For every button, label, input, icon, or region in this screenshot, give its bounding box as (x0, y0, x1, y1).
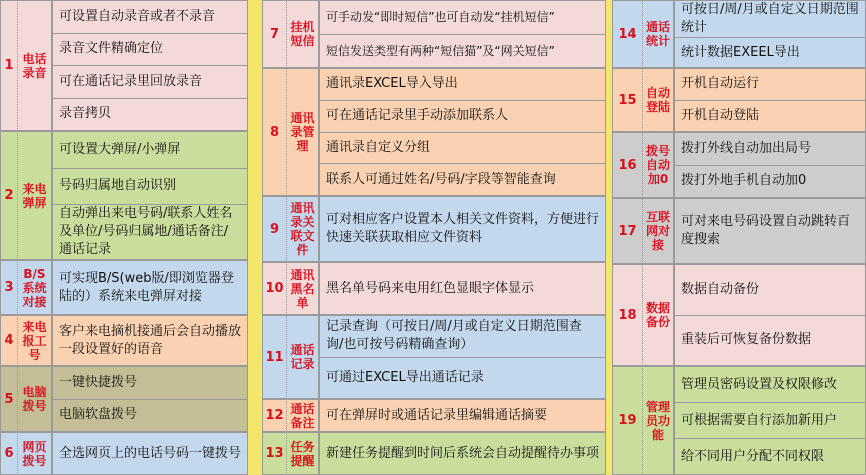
feature-item: 拨打外地手机自动加0 (674, 166, 866, 199)
section-title: 互联网对接 (642, 198, 674, 264)
feature-section-15 (612, 68, 866, 132)
feature-item: 可根据需要自行添加新用户 (674, 403, 866, 439)
feature-section-8 (262, 68, 606, 196)
feature-section-4 (0, 315, 248, 366)
section-number: 1 (0, 0, 17, 131)
feature-item: 联系人可通过姓名/号码/字段等智能查询 (319, 164, 606, 196)
feature-item: 黑名单号码来电用红色显眼字体显示 (319, 262, 606, 315)
section-number: 16 (612, 132, 642, 198)
section-items (319, 0, 606, 68)
feature-item: 数据自动备份 (674, 264, 866, 316)
feature-section-7 (262, 0, 606, 68)
feature-item: 管理员密码设置及权限修改 (674, 366, 866, 403)
section-title: 数据备份 (642, 264, 674, 366)
feature-section-19 (612, 366, 866, 475)
section-items (319, 68, 606, 196)
feature-item: 开机自动登陆 (674, 101, 866, 133)
section-number: 5 (0, 366, 17, 432)
feature-item: 电脑软盘拨号 (52, 400, 248, 433)
feature-item: 客户来电摘机接通后会自动播放一段设置好的语音 (52, 315, 248, 366)
feature-section-5 (0, 366, 248, 432)
section-title: 来电报工号 (17, 315, 52, 366)
section-title: 电脑拨号 (17, 366, 52, 432)
section-title: B/S系统对接 (17, 260, 52, 315)
section-items (52, 432, 248, 475)
section-items (319, 262, 606, 315)
feature-section-17 (612, 198, 866, 264)
section-title: 通话统计 (642, 0, 674, 68)
feature-item: 记录查询（可按日/周/月或自定义日期范围查询/也可按号码精确查询） (319, 315, 606, 358)
feature-section-11 (262, 315, 606, 399)
feature-item: 短信发送类型有两种“短信猫”及“网关短信” (319, 35, 606, 69)
section-number: 8 (262, 68, 286, 196)
feature-section-3 (0, 260, 248, 315)
section-title: 挂机短信 (286, 0, 319, 68)
feature-item: 新建任务提醒到时间后系统会自动提醒待办事项 (319, 432, 606, 475)
section-title: 电话录音 (17, 0, 52, 131)
section-items (52, 131, 248, 260)
feature-section-18 (612, 264, 866, 366)
section-number: 6 (0, 432, 17, 475)
section-title: 网页拨号 (17, 432, 52, 475)
feature-column-1 (0, 0, 248, 475)
section-number: 13 (262, 432, 286, 475)
section-title: 管理员功能 (642, 366, 674, 475)
feature-item: 通讯录EXCEL导入导出 (319, 68, 606, 101)
section-title: 拨号自动加0 (642, 132, 674, 198)
feature-section-1 (0, 0, 248, 131)
feature-item: 可在通话记录里回放录音 (52, 66, 248, 99)
section-items (674, 0, 866, 68)
section-items (674, 264, 866, 366)
column-separator-left (248, 0, 262, 475)
section-items (674, 132, 866, 198)
feature-item: 可按日/周/月或自定义日期范围统计 (674, 0, 866, 38)
section-title: 来电弹屏 (17, 131, 52, 260)
feature-item: 拨打外线自动加出局号 (674, 132, 866, 166)
section-title: 通讯录管理 (286, 68, 319, 196)
section-number: 11 (262, 315, 286, 399)
feature-item: 可设置自动录音或者不录音 (52, 0, 248, 34)
feature-item: 可在通话记录里手动添加联系人 (319, 101, 606, 133)
feature-item: 可对相应客户设置本人相关文件资料，方便进行快速关联获取相应文件资料 (319, 196, 606, 262)
feature-item: 可通过EXCEL导出通话记录 (319, 358, 606, 400)
section-number: 19 (612, 366, 642, 475)
section-number: 7 (262, 0, 286, 68)
feature-section-9 (262, 196, 606, 262)
section-items (52, 0, 248, 131)
section-number: 4 (0, 315, 17, 366)
feature-section-14 (612, 0, 866, 68)
section-items (319, 196, 606, 262)
section-number: 17 (612, 198, 642, 264)
feature-item: 全选网页上的电话号码一键拨号 (52, 432, 248, 475)
feature-item: 给不同用户分配不同权限 (674, 439, 866, 475)
feature-item: 录音拷贝 (52, 99, 248, 132)
section-items (319, 399, 606, 432)
section-number: 12 (262, 399, 286, 432)
feature-item: 可在弹屏时或通话记录里编辑通话摘要 (319, 399, 606, 432)
feature-item: 自动弹出来电号码/联系人姓名及单位/号码归属地/通话备注/通话记录 (52, 205, 248, 260)
section-title: 通讯黑名单 (286, 262, 319, 315)
section-number: 15 (612, 68, 642, 132)
feature-item: 通讯录自定义分组 (319, 133, 606, 165)
section-number: 14 (612, 0, 642, 68)
section-items (674, 198, 866, 264)
section-items (52, 366, 248, 432)
feature-item: 重装后可恢复备份数据 (674, 316, 866, 367)
section-title: 通讯录关联文件 (286, 196, 319, 262)
section-title: 通话备注 (286, 399, 319, 432)
section-items (319, 315, 606, 399)
feature-column-3 (612, 0, 866, 475)
feature-section-16 (612, 132, 866, 198)
feature-item: 开机自动运行 (674, 68, 866, 101)
feature-item: 可实现B/S(web版/即浏览器登陆的）系统来电弹屏对接 (52, 260, 248, 315)
section-items (674, 366, 866, 475)
section-items (674, 68, 866, 132)
feature-item: 可手动发“即时短信”也可自动发“挂机短信” (319, 0, 606, 35)
section-number: 9 (262, 196, 286, 262)
feature-item: 可对来电号码设置自动跳转百度搜索 (674, 198, 866, 264)
feature-item: 录音文件精确定位 (52, 34, 248, 67)
feature-item: 一键快捷拨号 (52, 366, 248, 400)
section-number: 18 (612, 264, 642, 366)
section-items (52, 260, 248, 315)
section-title: 自动登陆 (642, 68, 674, 132)
section-items (52, 315, 248, 366)
feature-section-10 (262, 262, 606, 315)
feature-section-6 (0, 432, 248, 475)
section-number: 3 (0, 260, 17, 315)
feature-item: 统计数据EXEEL导出 (674, 38, 866, 68)
feature-section-13 (262, 432, 606, 475)
section-number: 10 (262, 262, 286, 315)
section-items (319, 432, 606, 475)
section-title: 通话记录 (286, 315, 319, 399)
feature-section-2 (0, 131, 248, 260)
feature-item: 号码归属地自动识别 (52, 169, 248, 206)
section-number: 2 (0, 131, 17, 260)
feature-section-12 (262, 399, 606, 432)
feature-item: 可设置大弹屏/小弹屏 (52, 131, 248, 169)
section-title: 任务提醒 (286, 432, 319, 475)
feature-column-2 (262, 0, 606, 475)
